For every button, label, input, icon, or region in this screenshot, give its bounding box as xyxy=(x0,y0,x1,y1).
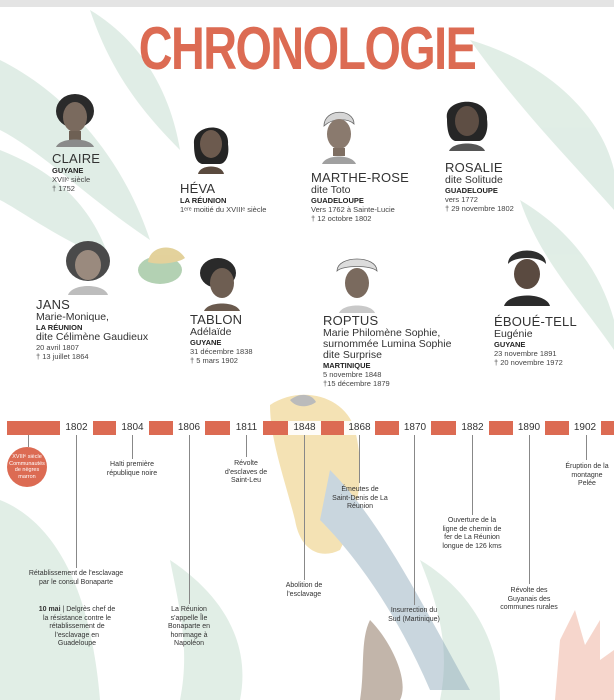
year-label: 1890 xyxy=(513,421,545,435)
event-1811: Révolte d'esclaves de Saint-Leu xyxy=(224,460,268,484)
century-badge xyxy=(7,447,47,487)
person-region: GUADELOUPE xyxy=(445,186,498,195)
timeline-segment xyxy=(431,421,456,435)
event-bold-date: 10 mai xyxy=(38,606,61,613)
page-title: CHRONOLOGIE xyxy=(138,15,476,82)
person-date: XVIIᵉ siècle xyxy=(52,175,91,184)
person-name: ÉBOUÉ-TELL xyxy=(494,314,577,329)
portrait-tablon-icon xyxy=(196,255,244,311)
timeline-segment xyxy=(545,421,569,435)
year-label: 1902 xyxy=(569,421,601,435)
person-name: ROSALIE xyxy=(445,160,503,175)
year-label: 1882 xyxy=(456,421,489,435)
timeline-segment xyxy=(205,421,230,435)
person-rosalie xyxy=(445,161,514,213)
person-region: GUYANE xyxy=(190,338,222,347)
person-date: † 13 juillet 1864 xyxy=(36,352,89,361)
connector-line xyxy=(189,435,190,604)
person-subtitle: Marie Philomène Sophie, xyxy=(323,327,441,339)
person-claire xyxy=(52,152,100,193)
person-date: 23 novembre 1891 xyxy=(494,349,557,358)
person-date: † 12 octobre 1802 xyxy=(311,214,372,223)
portrait-marthe-rose-icon xyxy=(318,104,360,164)
event-1802-delgres xyxy=(38,606,116,649)
person-marthe-rose xyxy=(311,171,409,223)
person-date: Vers 1762 à Sainte-Lucie xyxy=(311,205,395,214)
timeline-segment xyxy=(601,421,614,435)
person-region: LA RÉUNION xyxy=(180,196,227,205)
person-name: ROPTUS xyxy=(323,313,379,328)
person-date: 5 novembre 1848 xyxy=(323,370,382,379)
timeline-segment xyxy=(149,421,173,435)
portrait-heva-icon xyxy=(190,114,232,174)
person-name: CLAIRE xyxy=(52,151,101,166)
connector-line xyxy=(586,435,587,460)
person-region: GUYANE xyxy=(494,340,526,349)
person-date: †15 décembre 1879 xyxy=(323,379,390,388)
person-date: vers 1772 xyxy=(445,195,478,204)
person-name: TABLON xyxy=(190,312,243,327)
connector-line xyxy=(414,435,415,605)
timeline-segment xyxy=(7,421,60,435)
timeline-segment xyxy=(321,421,344,435)
person-name: MARTHE-ROSE xyxy=(311,170,410,185)
connector-line xyxy=(304,435,305,580)
portrait-eboue-tell-icon xyxy=(500,244,554,306)
person-date: 1ᵉʳᵉ moitié du XVIIIᵉ siècle xyxy=(180,205,267,214)
year-label: 1848 xyxy=(288,421,321,435)
event-1848: Abolition de l'esclavage xyxy=(285,582,323,598)
person-subtitle: Adélaïde xyxy=(190,326,232,338)
year-label: 1804 xyxy=(116,421,149,435)
person-region: MARTINIQUE xyxy=(323,361,371,370)
person-tablon xyxy=(190,313,253,365)
connector-line xyxy=(472,435,473,515)
portrait-roptus-icon xyxy=(333,253,381,313)
event-1902: Éruption de la montagne Pelée xyxy=(565,463,609,487)
event-1868: Émeutes de Saint-Denis de La Réunion xyxy=(332,486,388,510)
event-1804: Haïti première république noire xyxy=(106,461,158,477)
connector-line xyxy=(28,435,29,447)
person-subtitle: dite Solitude xyxy=(445,174,503,186)
person-date: † 5 mars 1902 xyxy=(190,356,238,365)
person-date: † 29 novembre 1802 xyxy=(445,204,514,213)
event-1870: Insurrection du Sud (Martinique) xyxy=(388,607,440,623)
timeline-segment xyxy=(263,421,288,435)
person-subtitle: dite Célimène Gaudieux xyxy=(36,331,149,343)
person-date: 20 avril 1807 xyxy=(36,343,79,352)
person-subtitle: dite Surprise xyxy=(323,349,382,361)
person-heva xyxy=(180,182,266,214)
event-text: | Delgrès chef de la résistance contre le rétablissement de l'esclavage en Guadeloupe xyxy=(42,606,116,647)
year-label: 1870 xyxy=(399,421,431,435)
person-subtitle: Marie-Monique, xyxy=(36,311,109,323)
connector-line xyxy=(132,435,133,459)
person-subtitle: dite Toto xyxy=(311,184,351,196)
event-1806: La Réunion s'appelle Île Bonaparte en hommage à Napoléon xyxy=(167,606,211,647)
year-label: 1868 xyxy=(344,421,375,435)
person-region: GUYANE xyxy=(52,166,84,175)
person-name: HÉVA xyxy=(180,181,216,196)
year-label: 1811 xyxy=(230,421,263,435)
person-subtitle: Eugénie xyxy=(494,328,533,340)
person-date: † 1752 xyxy=(52,184,75,193)
person-date: † 20 novembre 1972 xyxy=(494,358,563,367)
connector-line xyxy=(76,435,77,568)
person-jans xyxy=(36,298,148,361)
portrait-rosalie-icon xyxy=(443,93,491,151)
year-label: 1802 xyxy=(60,421,93,435)
portrait-jans-icon xyxy=(62,237,114,295)
timeline-segment xyxy=(375,421,399,435)
event-1802-re-establishment: Rétablissement de l'esclavage par le consul Bonaparte xyxy=(28,570,124,586)
person-region: GUADELOUPE xyxy=(311,196,364,205)
connector-line xyxy=(246,435,247,457)
event-1890: Révolte des Guyanais des communes rurales xyxy=(500,587,558,611)
person-region: LA RÉUNION xyxy=(36,323,83,332)
year-label: 1806 xyxy=(173,421,205,435)
timeline-segment xyxy=(489,421,513,435)
person-name: JANS xyxy=(36,297,71,312)
person-roptus xyxy=(323,314,451,388)
portrait-claire-icon xyxy=(52,89,98,147)
person-subtitle: surnommée Lumina Sophie xyxy=(323,338,452,350)
badge-text: XVIIIᵉ siècle Communautés de nègres marron xyxy=(9,454,45,480)
connector-line xyxy=(359,435,360,483)
event-1882: Ouverture de la ligne de chemin de fer de La Réunion longue de 126 kms xyxy=(442,517,502,550)
person-eboue-tell xyxy=(494,315,577,367)
person-date: 31 décembre 1838 xyxy=(190,347,253,356)
connector-line xyxy=(529,435,530,584)
timeline-segment xyxy=(93,421,116,435)
